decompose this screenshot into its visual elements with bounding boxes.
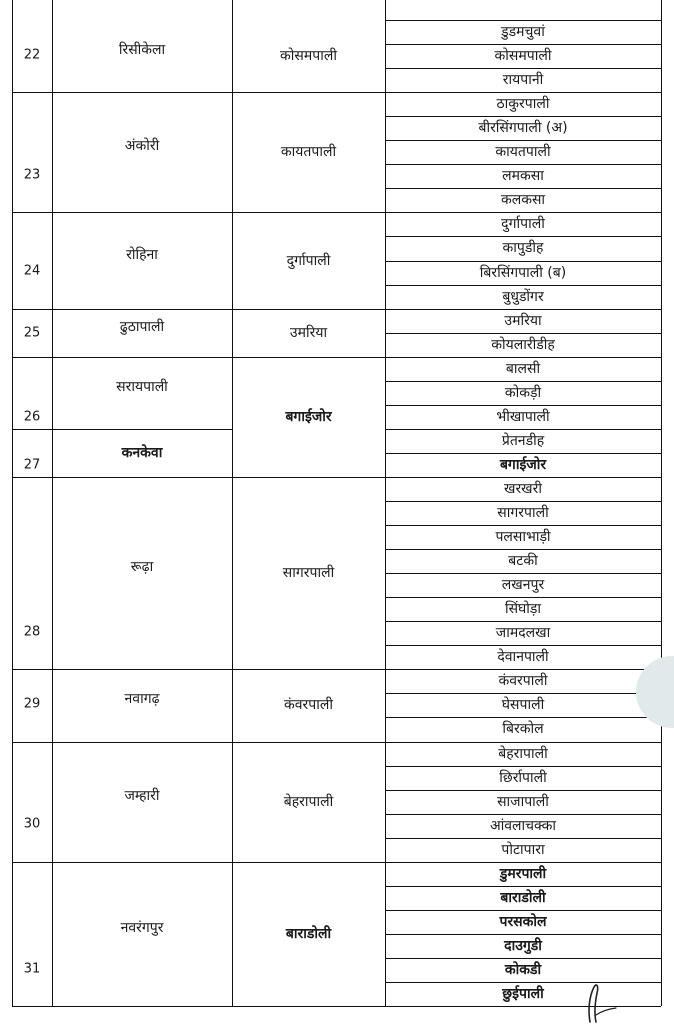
serial-number: 26 [23, 409, 41, 425]
village-row-divider [385, 477, 661, 478]
village-row-divider [385, 212, 661, 213]
village-name: भीखापाली [496, 408, 550, 425]
village-row-divider [385, 862, 661, 863]
village-row-divider [385, 742, 661, 743]
village-name: देवानपाली [497, 649, 549, 666]
village-row-divider [385, 381, 661, 382]
panchayat-name: जम्हारी [124, 787, 160, 804]
serial-number: 22 [23, 47, 41, 63]
village-row-divider [385, 188, 661, 189]
serial-number: 28 [23, 624, 41, 640]
village-row-divider [385, 309, 661, 310]
village-row-divider [385, 68, 661, 69]
table-border-right [661, 0, 662, 1006]
village-name: प्रेतनडीह [501, 432, 545, 449]
village-name: बटकी [508, 553, 538, 570]
panchayat-divider [12, 429, 232, 430]
village-name: साजापाली [497, 793, 549, 810]
village-name: आंवलाचक्का [489, 817, 557, 834]
village-row-divider [385, 573, 661, 574]
village-name: जामदलखा [495, 625, 551, 642]
serial-number: 30 [23, 816, 41, 832]
panchayat-name: नवागढ़ [124, 691, 160, 708]
sector-name: बाराडोली [285, 925, 332, 942]
group-divider [12, 357, 385, 358]
sector-name: कंवरपाली [284, 697, 333, 714]
serial-number: 23 [23, 167, 41, 183]
sector-name: दुर्गापाली [286, 252, 331, 269]
village-name: बुधुडोंगर [502, 288, 544, 305]
village-row-divider [385, 717, 661, 718]
panchayat-name: रूढ़ा [130, 559, 154, 576]
village-row-divider [385, 140, 661, 141]
village-name: बिरसिंगपाली (ब) [479, 264, 567, 281]
village-name: खरखरी [504, 480, 542, 497]
village-name: बाराडोली [500, 889, 546, 906]
village-row-divider [385, 934, 661, 935]
village-name: पोटापारा [501, 841, 545, 858]
village-name: रायपानी [502, 72, 544, 89]
sector-name: बेहरापाली [283, 793, 334, 810]
village-name: सागरपाली [497, 505, 549, 522]
panchayat-name: नवरंगपुर [120, 919, 164, 936]
village-row-divider [385, 164, 661, 165]
group-divider [12, 862, 385, 863]
village-name: लमकसा [502, 168, 544, 185]
serial-number: 27 [23, 457, 41, 473]
panchayat-name: अंकोरी [124, 138, 160, 155]
panchayat-name: ढुठापाली [119, 318, 165, 335]
village-row-divider [385, 790, 661, 791]
village-row-divider [385, 116, 661, 117]
village-name: पलसाभाड़ी [495, 529, 551, 546]
village-row-divider [385, 92, 661, 93]
serial-number: 31 [23, 961, 41, 977]
village-row-divider [385, 645, 661, 646]
table-divider-sector [385, 0, 386, 1006]
village-name: कोयलारीडीह [491, 336, 555, 353]
sector-name: कोसमपाली [280, 48, 337, 65]
village-name: छुईपाली [502, 986, 544, 1003]
village-row-divider [385, 886, 661, 887]
village-name: कोकड़ी [504, 384, 542, 401]
village-name: दाउगुडी [504, 937, 542, 954]
village-row-divider [385, 44, 661, 45]
village-name: कापुडीह [502, 240, 544, 257]
village-row-divider [385, 814, 661, 815]
village-name: छिर्रापाली [499, 769, 547, 786]
village-row-divider [385, 958, 661, 959]
village-name: कंवरपाली [498, 673, 548, 690]
sector-name: बगाईजोर [285, 408, 332, 425]
village-name: दुर्गापाली [501, 216, 545, 233]
sector-name: उमरिया [289, 324, 328, 341]
village-name: बगाईजोर [499, 456, 547, 473]
village-row-divider [385, 669, 661, 670]
table-divider-panchayat [232, 0, 233, 1006]
village-row-divider [385, 766, 661, 767]
village-row-divider [385, 910, 661, 911]
village-name: सिंघोड़ा [504, 601, 542, 618]
panchayat-name: रिसीकेला [118, 42, 166, 59]
village-row-divider [385, 405, 661, 406]
village-name: उमरिया [504, 312, 542, 329]
village-row-divider [385, 357, 661, 358]
village-name: बालसी [505, 360, 541, 377]
sector-name: कायतपाली [280, 144, 337, 161]
village-row-divider [385, 333, 661, 334]
village-name: घेसपाली [501, 697, 545, 714]
village-name: डुडमचुवां [501, 24, 545, 41]
village-name: कायतपाली [495, 144, 551, 161]
panchayat-name: सरायपाली [116, 379, 168, 395]
village-name: ठाकुरपाली [496, 96, 550, 113]
table-divider-number [52, 0, 53, 1006]
group-divider [12, 92, 385, 93]
village-row-divider [385, 453, 661, 454]
group-divider [12, 669, 385, 670]
signature-mark [580, 975, 620, 1024]
village-name: कोसमपाली [494, 48, 552, 65]
village-row-divider [385, 501, 661, 502]
village-row-divider [385, 693, 661, 694]
village-row-divider [385, 549, 661, 550]
serial-number: 25 [23, 325, 41, 341]
village-name: बेहरापाली [498, 745, 548, 762]
village-row-divider [385, 597, 661, 598]
village-name: लखनपुर [501, 577, 545, 594]
village-name: बिरकोल [502, 721, 544, 738]
group-divider [12, 309, 385, 310]
sector-name: सागरपाली [282, 565, 335, 582]
serial-number: 24 [23, 263, 41, 279]
panchayat-name: रोहिना [126, 246, 158, 263]
village-row-divider [385, 525, 661, 526]
group-divider [12, 477, 385, 478]
panchayat-name: कनकेवा [121, 444, 163, 461]
village-name: डुमरपाली [499, 865, 547, 882]
village-name: कोकडी [504, 961, 542, 978]
village-row-divider [385, 838, 661, 839]
village-row-divider [385, 20, 661, 21]
table-border-left [12, 0, 13, 1006]
village-row-divider [385, 261, 661, 262]
village-name: परसकोल [499, 913, 547, 930]
village-row-divider [385, 236, 661, 237]
group-divider [12, 212, 385, 213]
village-name: कलकसा [500, 192, 546, 209]
serial-number: 29 [23, 696, 41, 712]
village-name: बीरसिंगपाली (अ) [478, 120, 568, 137]
village-row-divider [385, 621, 661, 622]
village-row-divider [385, 429, 661, 430]
village-row-divider [385, 285, 661, 286]
group-divider [12, 742, 385, 743]
group-divider [12, 1006, 385, 1007]
